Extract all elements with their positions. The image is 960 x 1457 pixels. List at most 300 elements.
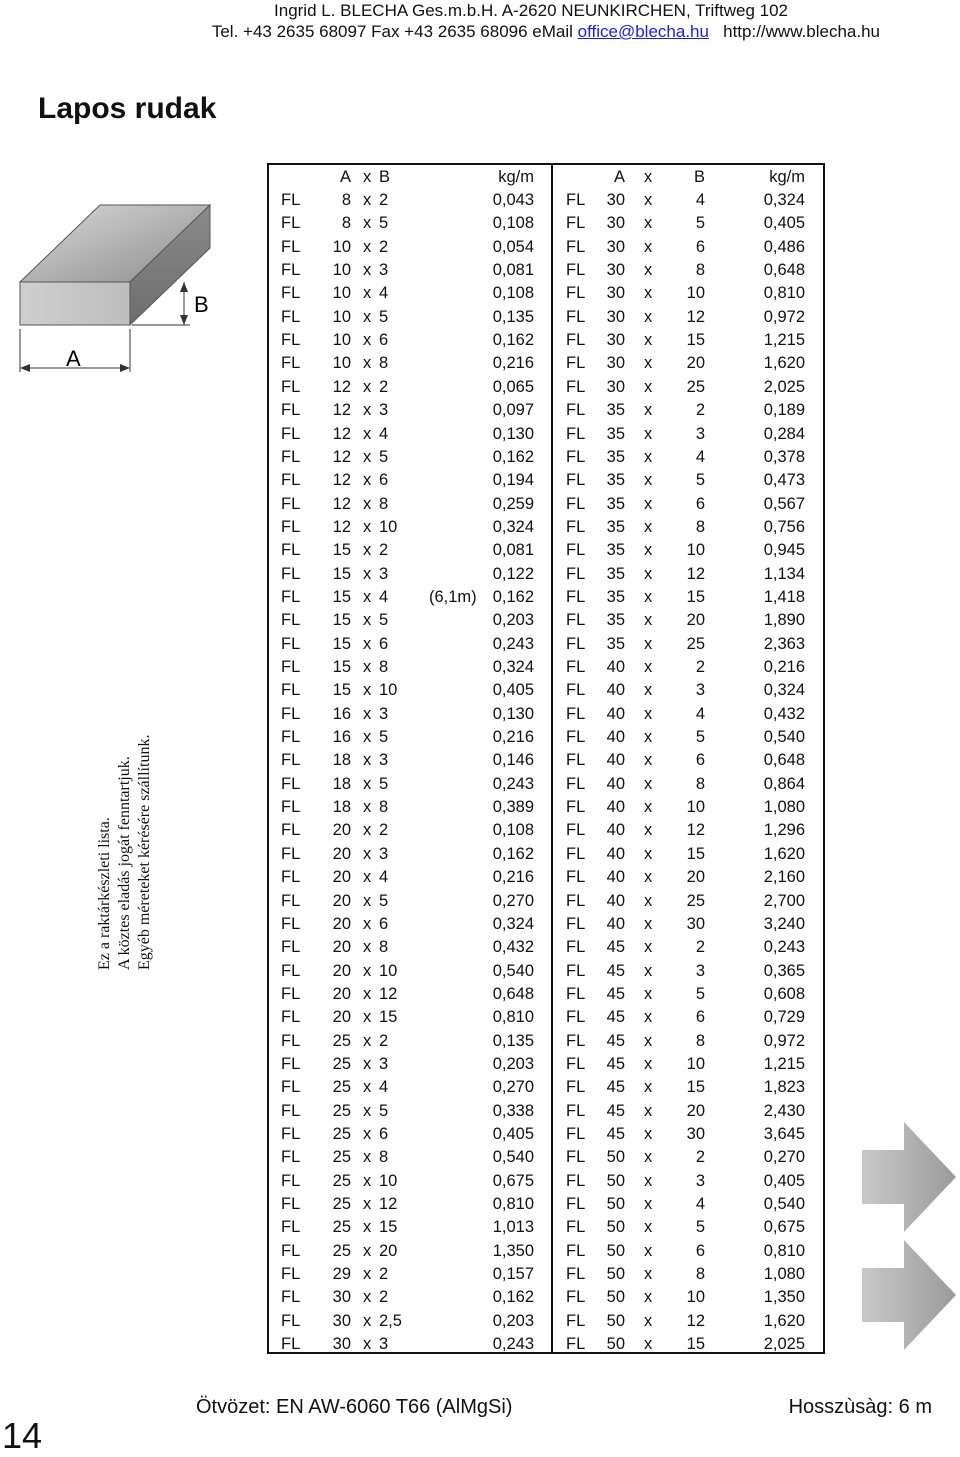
width-a: 10 <box>332 261 351 280</box>
weight-kg-per-m: 3,645 <box>763 1125 805 1143</box>
table-row <box>269 189 823 211</box>
width-a: 16 <box>332 704 351 723</box>
times-sign: x <box>644 1311 653 1330</box>
weight-kg-per-m: 0,378 <box>763 447 805 466</box>
width-a: 40 <box>606 821 625 840</box>
thickness-b: 3 <box>379 704 389 723</box>
times-sign: x <box>363 564 372 583</box>
profile-code: FL <box>281 1288 301 1307</box>
width-a: 10 <box>332 354 351 373</box>
times-sign: x <box>644 1195 653 1214</box>
width-a: 30 <box>332 1311 351 1330</box>
profile-code: FL <box>281 1008 301 1027</box>
profile-code: FL <box>566 377 586 396</box>
table-row <box>269 469 823 491</box>
profile-code: FL <box>566 1054 586 1073</box>
thickness-b: 20 <box>379 1241 398 1260</box>
thickness-b: 4 <box>379 1078 389 1097</box>
thickness-b: 5 <box>379 1101 389 1120</box>
width-a: 20 <box>332 868 351 887</box>
times-sign: x <box>644 821 653 840</box>
table-row <box>269 679 823 701</box>
thickness-b: 2 <box>379 541 389 560</box>
width-a: 30 <box>606 331 625 350</box>
header-b: B <box>693 168 705 186</box>
thickness-b: 8 <box>695 1031 705 1050</box>
thickness-b: 6 <box>379 634 389 653</box>
profile-code: FL <box>566 868 586 887</box>
profile-code: FL <box>281 564 301 583</box>
next-arrow-icon[interactable] <box>862 1122 958 1232</box>
width-a: 40 <box>606 798 625 817</box>
profile-code: FL <box>566 214 586 233</box>
table-row <box>269 843 823 865</box>
profile-code: FL <box>566 984 586 1003</box>
times-sign: x <box>644 704 653 723</box>
profile-code: FL <box>566 1078 586 1097</box>
thickness-b: 25 <box>686 634 705 653</box>
thickness-b: 25 <box>686 377 705 396</box>
times-sign: x <box>363 984 372 1003</box>
width-a: 45 <box>606 1101 625 1120</box>
weight-kg-per-m: 0,972 <box>763 1031 805 1050</box>
profile-code: FL <box>281 354 301 373</box>
profile-code: FL <box>281 214 301 233</box>
times-sign: x <box>644 1265 653 1284</box>
thickness-b: 2,5 <box>379 1311 402 1330</box>
width-a: 18 <box>332 798 351 817</box>
profile-code: FL <box>566 587 586 606</box>
weight-kg-per-m: 0,135 <box>492 307 534 326</box>
thickness-b: 10 <box>686 1054 705 1073</box>
times-sign: x <box>644 587 653 606</box>
width-a: 12 <box>332 447 351 466</box>
thickness-b: 5 <box>379 214 389 233</box>
width-a: 35 <box>606 564 625 583</box>
thickness-b: 4 <box>695 191 705 209</box>
width-a: 40 <box>606 774 625 793</box>
times-sign: x <box>363 1311 372 1330</box>
thickness-b: 6 <box>379 914 389 933</box>
thickness-b: 10 <box>686 798 705 817</box>
weight-kg-per-m: 1,620 <box>763 844 805 863</box>
weight-kg-per-m: 0,162 <box>492 844 534 863</box>
times-sign: x <box>363 821 372 840</box>
times-sign: x <box>644 984 653 1003</box>
weight-kg-per-m: 1,350 <box>492 1241 534 1260</box>
weight-kg-per-m: 0,405 <box>763 1171 805 1190</box>
stock-list-note <box>95 650 155 970</box>
times-sign: x <box>644 377 653 396</box>
width-a: 20 <box>332 914 351 933</box>
weight-kg-per-m: 0,324 <box>763 681 805 700</box>
profile-code: FL <box>281 401 301 420</box>
header-x: x <box>363 168 372 186</box>
profile-code: FL <box>566 681 586 700</box>
length-spec: Hosszùsàg: 6 m <box>788 1396 932 1418</box>
thickness-b: 15 <box>686 1078 705 1097</box>
weight-kg-per-m: 0,216 <box>492 868 534 887</box>
profile-code: FL <box>566 1335 586 1354</box>
profile-code: FL <box>281 1241 301 1260</box>
width-a: 45 <box>606 1078 625 1097</box>
width-a: 15 <box>332 541 351 560</box>
profile-code: FL <box>566 284 586 303</box>
weight-kg-per-m: 0,675 <box>763 1218 805 1237</box>
profile-code: FL <box>281 494 301 513</box>
thickness-b: 3 <box>379 564 389 583</box>
table-row <box>269 212 823 234</box>
thickness-b: 15 <box>686 331 705 350</box>
times-sign: x <box>363 517 372 536</box>
weight-kg-per-m: 0,432 <box>492 938 534 957</box>
thickness-b: 5 <box>379 728 389 747</box>
weight-kg-per-m: 0,945 <box>763 541 805 560</box>
profile-code: FL <box>566 821 586 840</box>
times-sign: x <box>644 1031 653 1050</box>
width-a: 25 <box>332 1101 351 1120</box>
weight-kg-per-m: 0,324 <box>492 914 534 933</box>
weight-kg-per-m: 0,405 <box>492 681 534 700</box>
profile-code: FL <box>566 541 586 560</box>
width-a: 16 <box>332 728 351 747</box>
times-sign: x <box>363 471 372 490</box>
profile-code: FL <box>566 611 586 630</box>
weight-kg-per-m: 0,864 <box>763 774 805 793</box>
width-a: 30 <box>606 191 625 209</box>
width-a: 25 <box>332 1078 351 1097</box>
table-row <box>269 1006 823 1028</box>
weight-kg-per-m: 0,338 <box>492 1101 534 1120</box>
weight-kg-per-m: 0,216 <box>492 728 534 747</box>
width-a: 12 <box>332 401 351 420</box>
times-sign: x <box>363 1008 372 1027</box>
times-sign: x <box>644 751 653 770</box>
weight-kg-per-m: 0,365 <box>763 961 805 980</box>
width-a: 50 <box>606 1241 625 1260</box>
weight-kg-per-m: 0,108 <box>492 214 534 233</box>
profile-code: FL <box>566 891 586 910</box>
times-sign: x <box>644 774 653 793</box>
table-row <box>269 819 823 841</box>
note-line: Egyéb méreteket kérésére szállítunk. <box>136 734 153 970</box>
profile-code: FL <box>566 1031 586 1050</box>
thickness-b: 4 <box>695 447 705 466</box>
times-sign: x <box>644 261 653 280</box>
weight-kg-per-m: 0,162 <box>492 1288 534 1307</box>
header-kg: kg/m <box>498 168 534 186</box>
width-a: 35 <box>606 634 625 653</box>
thickness-b: 4 <box>379 868 389 887</box>
profile-code: FL <box>566 844 586 863</box>
thickness-b: 3 <box>695 681 705 700</box>
width-a: 12 <box>332 471 351 490</box>
width-a: 15 <box>332 564 351 583</box>
thickness-b: 6 <box>379 1125 389 1143</box>
thickness-b: 20 <box>686 611 705 630</box>
thickness-b: 6 <box>695 237 705 256</box>
thickness-b: 5 <box>695 471 705 490</box>
weight-kg-per-m: 0,810 <box>492 1195 534 1214</box>
weight-kg-per-m: 0,270 <box>492 1078 534 1097</box>
profile-code: FL <box>566 261 586 280</box>
length-note: (6,1m) <box>429 587 477 606</box>
times-sign: x <box>644 938 653 957</box>
width-a: 12 <box>332 424 351 443</box>
website-link[interactable]: http://www.blecha.hu <box>723 22 880 41</box>
thickness-b: 2 <box>695 658 705 676</box>
weight-kg-per-m: 0,540 <box>763 1195 805 1214</box>
thickness-b: 10 <box>686 284 705 303</box>
times-sign: x <box>363 914 372 933</box>
width-a: 35 <box>606 471 625 490</box>
times-sign: x <box>363 494 372 513</box>
weight-kg-per-m: 0,567 <box>763 494 805 513</box>
width-a: 30 <box>606 237 625 256</box>
times-sign: x <box>363 1195 372 1214</box>
weight-kg-per-m: 0,243 <box>763 938 805 957</box>
thickness-b: 3 <box>695 1171 705 1190</box>
times-sign: x <box>644 541 653 560</box>
profile-code: FL <box>281 587 301 606</box>
weight-kg-per-m: 1,620 <box>763 354 805 373</box>
profile-code: FL <box>566 331 586 350</box>
width-a: 30 <box>332 1335 351 1354</box>
weight-kg-per-m: 1,350 <box>763 1288 805 1307</box>
profile-code: FL <box>281 891 301 910</box>
width-a: 15 <box>332 681 351 700</box>
weight-kg-per-m: 0,135 <box>492 1031 534 1050</box>
times-sign: x <box>363 1078 372 1097</box>
weight-kg-per-m: 0,608 <box>763 984 805 1003</box>
thickness-b: 8 <box>695 517 705 536</box>
width-a: 29 <box>332 1265 351 1284</box>
profile-code: FL <box>281 1311 301 1330</box>
thickness-b: 2 <box>379 377 389 396</box>
width-a: 50 <box>606 1171 625 1190</box>
table-row <box>269 1100 823 1122</box>
times-sign: x <box>644 798 653 817</box>
weight-kg-per-m: 0,162 <box>492 331 534 350</box>
profile-code: FL <box>281 634 301 653</box>
weight-kg-per-m: 0,389 <box>492 798 534 817</box>
table-row <box>269 726 823 748</box>
weight-kg-per-m: 0,157 <box>492 1265 534 1284</box>
weight-kg-per-m: 0,648 <box>763 751 805 770</box>
weight-kg-per-m: 0,540 <box>763 728 805 747</box>
weight-kg-per-m: 1,215 <box>763 1054 805 1073</box>
times-sign: x <box>644 1054 653 1073</box>
weight-kg-per-m: 0,324 <box>492 517 534 536</box>
profile-code: FL <box>281 424 301 443</box>
profile-code: FL <box>566 634 586 653</box>
times-sign: x <box>363 1288 372 1307</box>
weight-kg-per-m: 0,097 <box>492 401 534 420</box>
profile-code: FL <box>281 377 301 396</box>
weight-kg-per-m: 0,270 <box>492 891 534 910</box>
width-a: 40 <box>606 914 625 933</box>
width-a: 30 <box>332 1288 351 1307</box>
thickness-b: 12 <box>686 307 705 326</box>
thickness-b: 5 <box>379 891 389 910</box>
profile-code: FL <box>281 844 301 863</box>
times-sign: x <box>363 611 372 630</box>
weight-kg-per-m: 0,203 <box>492 1311 534 1330</box>
profile-code: FL <box>281 1265 301 1284</box>
weight-kg-per-m: 0,194 <box>492 471 534 490</box>
width-a: 25 <box>332 1195 351 1214</box>
width-a: 35 <box>606 517 625 536</box>
times-sign: x <box>363 1335 372 1354</box>
weight-kg-per-m: 1,296 <box>763 821 805 840</box>
times-sign: x <box>363 237 372 256</box>
thickness-b: 15 <box>379 1218 398 1237</box>
width-a: 12 <box>332 377 351 396</box>
weight-kg-per-m: 1,418 <box>763 587 805 606</box>
times-sign: x <box>363 284 372 303</box>
weight-kg-per-m: 0,324 <box>492 658 534 676</box>
times-sign: x <box>363 634 372 653</box>
table-row <box>269 539 823 561</box>
weight-kg-per-m: 0,405 <box>492 1125 534 1143</box>
thickness-b: 5 <box>379 447 389 466</box>
profile-code: FL <box>281 938 301 957</box>
thickness-b: 2 <box>695 401 705 420</box>
table-header <box>269 166 823 188</box>
width-a: 12 <box>332 494 351 513</box>
thickness-b: 2 <box>379 1265 389 1284</box>
profile-code: FL <box>566 658 586 676</box>
table-row <box>269 376 823 398</box>
profile-code: FL <box>281 1171 301 1190</box>
width-a: 25 <box>332 1171 351 1190</box>
dimension-label-b: B <box>194 292 209 317</box>
width-a: 40 <box>606 844 625 863</box>
times-sign: x <box>363 658 372 676</box>
weight-kg-per-m: 0,130 <box>492 424 534 443</box>
profile-code: FL <box>566 1218 586 1237</box>
note-line: Ez a raktárkészleti lista. <box>96 817 113 970</box>
profile-code: FL <box>566 494 586 513</box>
width-a: 25 <box>332 1054 351 1073</box>
times-sign: x <box>644 307 653 326</box>
times-sign: x <box>363 681 372 700</box>
times-sign: x <box>363 1148 372 1167</box>
thickness-b: 12 <box>379 984 398 1003</box>
weight-kg-per-m: 0,203 <box>492 1054 534 1073</box>
times-sign: x <box>644 564 653 583</box>
table-row <box>269 1310 823 1332</box>
profile-code: FL <box>281 1148 301 1167</box>
times-sign: x <box>644 284 653 303</box>
times-sign: x <box>644 331 653 350</box>
times-sign: x <box>644 191 653 209</box>
profile-code: FL <box>566 1148 586 1167</box>
weight-kg-per-m: 0,810 <box>763 284 805 303</box>
weight-kg-per-m: 1,620 <box>763 1311 805 1330</box>
table-row <box>269 563 823 585</box>
contact-phone-fax: Tel. +43 2635 68097 Fax +43 2635 68096 eMail <box>211 22 578 41</box>
weight-kg-per-m: 0,216 <box>763 658 805 676</box>
width-a: 15 <box>332 658 351 676</box>
width-a: 20 <box>332 891 351 910</box>
times-sign: x <box>644 611 653 630</box>
thickness-b: 4 <box>695 1195 705 1214</box>
width-a: 50 <box>606 1335 625 1354</box>
profile-code: FL <box>281 681 301 700</box>
profile-code: FL <box>566 961 586 980</box>
times-sign: x <box>644 1335 653 1354</box>
profile-code: FL <box>566 354 586 373</box>
times-sign: x <box>363 331 372 350</box>
weight-kg-per-m: 1,080 <box>763 1265 805 1284</box>
times-sign: x <box>644 728 653 747</box>
times-sign: x <box>644 424 653 443</box>
width-a: 10 <box>332 307 351 326</box>
weight-kg-per-m: 2,363 <box>763 634 805 653</box>
width-a: 20 <box>332 821 351 840</box>
weight-kg-per-m: 1,013 <box>492 1218 534 1237</box>
email-link[interactable]: office@blecha.hu <box>577 22 709 41</box>
times-sign: x <box>644 354 653 373</box>
width-a: 40 <box>606 868 625 887</box>
width-a: 35 <box>606 611 625 630</box>
profile-code: FL <box>281 751 301 770</box>
thickness-b: 5 <box>379 774 389 793</box>
width-a: 30 <box>606 307 625 326</box>
profile-code: FL <box>281 821 301 840</box>
times-sign: x <box>363 1265 372 1284</box>
thickness-b: 3 <box>379 261 389 280</box>
thickness-b: 12 <box>686 1311 705 1330</box>
profile-code: FL <box>566 191 586 209</box>
profile-code: FL <box>281 1195 301 1214</box>
profile-code: FL <box>281 798 301 817</box>
times-sign: x <box>644 634 653 653</box>
width-a: 40 <box>606 681 625 700</box>
times-sign: x <box>644 844 653 863</box>
profile-code: FL <box>566 237 586 256</box>
weight-kg-per-m: 0,756 <box>763 517 805 536</box>
times-sign: x <box>644 447 653 466</box>
width-a: 30 <box>606 377 625 396</box>
thickness-b: 12 <box>686 564 705 583</box>
profile-code: FL <box>566 517 586 536</box>
table-row <box>269 282 823 304</box>
table-row <box>269 703 823 725</box>
next-arrow-icon[interactable] <box>862 1240 958 1350</box>
thickness-b: 12 <box>686 821 705 840</box>
table-row <box>269 749 823 771</box>
thickness-b: 2 <box>695 1148 705 1167</box>
times-sign: x <box>644 914 653 933</box>
width-a: 8 <box>341 214 351 233</box>
thickness-b: 15 <box>686 844 705 863</box>
times-sign: x <box>363 587 372 606</box>
width-a: 15 <box>332 634 351 653</box>
profile-code: FL <box>281 1335 301 1354</box>
weight-kg-per-m: 0,270 <box>763 1148 805 1167</box>
thickness-b: 8 <box>379 1148 389 1167</box>
thickness-b: 3 <box>379 751 389 770</box>
thickness-b: 2 <box>695 938 705 957</box>
profile-code: FL <box>281 1054 301 1073</box>
width-a: 20 <box>332 1008 351 1027</box>
thickness-b: 30 <box>686 1125 705 1143</box>
weight-kg-per-m: 0,065 <box>492 377 534 396</box>
thickness-b: 5 <box>695 1218 705 1237</box>
weight-kg-per-m: 1,890 <box>763 611 805 630</box>
